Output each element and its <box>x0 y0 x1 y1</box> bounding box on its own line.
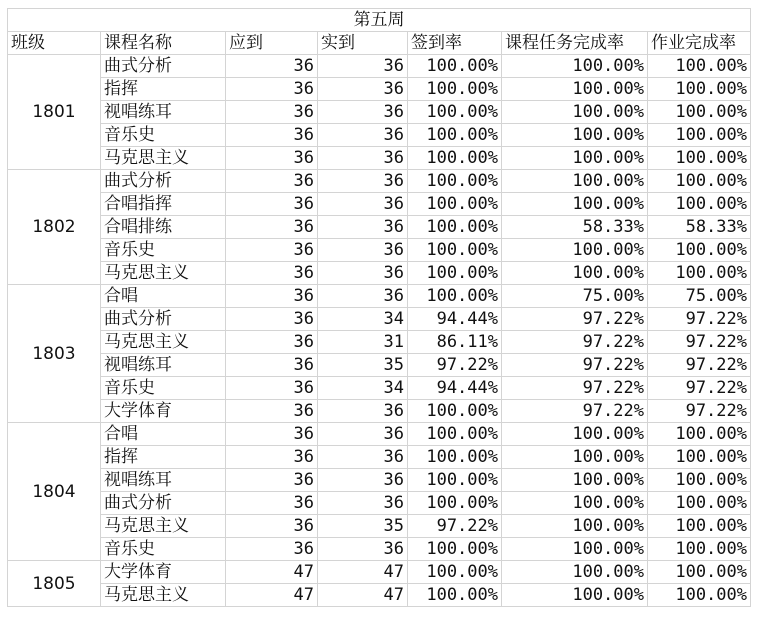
course-cell[interactable]: 大学体育 <box>101 400 226 423</box>
signin-rate-cell[interactable]: 100.00% <box>408 216 502 239</box>
expected-cell[interactable]: 36 <box>226 446 318 469</box>
course-cell[interactable]: 合唱 <box>101 285 226 308</box>
table-row <box>8 423 751 446</box>
expected-cell[interactable]: 36 <box>226 492 318 515</box>
homework-rate-cell[interactable]: 100.00% <box>648 538 751 561</box>
actual-cell[interactable]: 36 <box>318 170 408 193</box>
signin-rate-cell[interactable]: 100.00% <box>408 147 502 170</box>
class-cell[interactable]: 1803 <box>8 285 101 423</box>
signin-rate-cell[interactable]: 86.11% <box>408 331 502 354</box>
table-row <box>8 285 751 308</box>
header-homework-rate[interactable]: 作业完成率 <box>648 32 751 55</box>
table-row <box>8 78 751 101</box>
task-rate-cell[interactable]: 100.00% <box>502 124 648 147</box>
signin-rate-cell[interactable]: 100.00% <box>408 170 502 193</box>
task-rate-cell[interactable]: 100.00% <box>502 78 648 101</box>
course-cell[interactable]: 马克思主义 <box>101 584 226 607</box>
signin-rate-cell[interactable]: 97.22% <box>408 515 502 538</box>
actual-cell[interactable]: 36 <box>318 239 408 262</box>
course-cell[interactable]: 音乐史 <box>101 377 226 400</box>
actual-cell[interactable]: 36 <box>318 124 408 147</box>
signin-rate-cell[interactable]: 100.00% <box>408 78 502 101</box>
homework-rate-cell[interactable]: 100.00% <box>648 78 751 101</box>
course-cell[interactable]: 马克思主义 <box>101 331 226 354</box>
table-row <box>8 193 751 216</box>
task-rate-cell[interactable]: 97.22% <box>502 331 648 354</box>
homework-rate-cell[interactable]: 100.00% <box>648 561 751 584</box>
table-row <box>8 55 751 78</box>
table-row <box>8 239 751 262</box>
homework-rate-cell[interactable]: 58.33% <box>648 216 751 239</box>
header-signin-rate[interactable]: 签到率 <box>408 32 502 55</box>
expected-cell[interactable]: 36 <box>226 400 318 423</box>
actual-cell[interactable]: 31 <box>318 331 408 354</box>
course-cell[interactable]: 视唱练耳 <box>101 101 226 124</box>
task-rate-cell[interactable]: 100.00% <box>502 147 648 170</box>
homework-rate-cell[interactable]: 97.22% <box>648 308 751 331</box>
task-rate-cell[interactable]: 100.00% <box>502 170 648 193</box>
homework-rate-cell[interactable]: 100.00% <box>648 492 751 515</box>
expected-cell[interactable]: 47 <box>226 561 318 584</box>
signin-rate-cell[interactable]: 94.44% <box>408 308 502 331</box>
table-row <box>8 400 751 423</box>
actual-cell[interactable]: 47 <box>318 584 408 607</box>
task-rate-cell[interactable]: 75.00% <box>502 285 648 308</box>
task-rate-cell[interactable]: 100.00% <box>502 55 648 78</box>
actual-cell[interactable]: 36 <box>318 469 408 492</box>
table-title[interactable]: 第五周 <box>8 9 751 32</box>
actual-cell[interactable]: 36 <box>318 216 408 239</box>
table-row <box>8 101 751 124</box>
header-expected[interactable]: 应到 <box>226 32 318 55</box>
table-row <box>8 308 751 331</box>
expected-cell[interactable]: 36 <box>226 239 318 262</box>
homework-rate-cell[interactable]: 100.00% <box>648 124 751 147</box>
expected-cell[interactable]: 36 <box>226 147 318 170</box>
expected-cell[interactable]: 36 <box>226 124 318 147</box>
signin-rate-cell[interactable]: 100.00% <box>408 423 502 446</box>
signin-rate-cell[interactable]: 100.00% <box>408 193 502 216</box>
actual-cell[interactable]: 36 <box>318 147 408 170</box>
homework-rate-cell[interactable]: 100.00% <box>648 101 751 124</box>
header-task-rate[interactable]: 课程任务完成率 <box>502 32 648 55</box>
signin-rate-cell[interactable]: 100.00% <box>408 584 502 607</box>
course-cell[interactable]: 合唱排练 <box>101 216 226 239</box>
class-cell[interactable]: 1801 <box>8 55 101 170</box>
signin-rate-cell[interactable]: 100.00% <box>408 262 502 285</box>
actual-cell[interactable]: 36 <box>318 262 408 285</box>
homework-rate-cell[interactable]: 97.22% <box>648 331 751 354</box>
course-cell[interactable]: 曲式分析 <box>101 55 226 78</box>
task-rate-cell[interactable]: 97.22% <box>502 354 648 377</box>
actual-cell[interactable]: 34 <box>318 308 408 331</box>
class-cell[interactable]: 1804 <box>8 423 101 561</box>
course-cell[interactable]: 马克思主义 <box>101 262 226 285</box>
actual-cell[interactable]: 36 <box>318 55 408 78</box>
homework-rate-cell[interactable]: 100.00% <box>648 147 751 170</box>
course-cell[interactable]: 马克思主义 <box>101 147 226 170</box>
expected-cell[interactable]: 36 <box>226 331 318 354</box>
expected-cell[interactable]: 36 <box>226 285 318 308</box>
expected-cell[interactable]: 36 <box>226 308 318 331</box>
class-cell[interactable]: 1802 <box>8 170 101 285</box>
course-cell[interactable]: 大学体育 <box>101 561 226 584</box>
actual-cell[interactable]: 35 <box>318 354 408 377</box>
task-rate-cell[interactable]: 100.00% <box>502 446 648 469</box>
title-row <box>8 9 751 32</box>
homework-rate-cell[interactable]: 97.22% <box>648 400 751 423</box>
course-cell[interactable]: 曲式分析 <box>101 308 226 331</box>
task-rate-cell[interactable]: 58.33% <box>502 216 648 239</box>
signin-rate-cell[interactable]: 100.00% <box>408 469 502 492</box>
actual-cell[interactable]: 36 <box>318 446 408 469</box>
task-rate-cell[interactable]: 100.00% <box>502 239 648 262</box>
course-cell[interactable]: 音乐史 <box>101 124 226 147</box>
table-row <box>8 492 751 515</box>
actual-cell[interactable]: 36 <box>318 285 408 308</box>
table-row <box>8 170 751 193</box>
header-course[interactable]: 课程名称 <box>101 32 226 55</box>
signin-rate-cell[interactable]: 100.00% <box>408 400 502 423</box>
course-cell[interactable]: 视唱练耳 <box>101 469 226 492</box>
table-row <box>8 561 751 584</box>
homework-rate-cell[interactable]: 100.00% <box>648 262 751 285</box>
table-body <box>8 9 751 607</box>
expected-cell[interactable]: 47 <box>226 584 318 607</box>
table-row <box>8 124 751 147</box>
header-actual[interactable]: 实到 <box>318 32 408 55</box>
task-rate-cell[interactable]: 100.00% <box>502 561 648 584</box>
actual-cell[interactable]: 36 <box>318 423 408 446</box>
signin-rate-cell[interactable]: 100.00% <box>408 285 502 308</box>
expected-cell[interactable]: 36 <box>226 55 318 78</box>
task-rate-cell[interactable]: 97.22% <box>502 400 648 423</box>
expected-cell[interactable]: 36 <box>226 354 318 377</box>
signin-rate-cell[interactable]: 97.22% <box>408 354 502 377</box>
table-row <box>8 515 751 538</box>
table-row <box>8 262 751 285</box>
table-row <box>8 469 751 492</box>
signin-rate-cell[interactable]: 100.00% <box>408 55 502 78</box>
table-row <box>8 354 751 377</box>
course-cell[interactable]: 马克思主义 <box>101 515 226 538</box>
table-row <box>8 584 751 607</box>
signin-rate-cell[interactable]: 100.00% <box>408 492 502 515</box>
actual-cell[interactable]: 47 <box>318 561 408 584</box>
expected-cell[interactable]: 36 <box>226 515 318 538</box>
actual-cell[interactable]: 36 <box>318 101 408 124</box>
actual-cell[interactable]: 36 <box>318 538 408 561</box>
homework-rate-cell[interactable]: 100.00% <box>648 446 751 469</box>
homework-rate-cell[interactable]: 100.00% <box>648 469 751 492</box>
expected-cell[interactable]: 36 <box>226 262 318 285</box>
course-cell[interactable]: 合唱 <box>101 423 226 446</box>
course-cell[interactable]: 合唱指挥 <box>101 193 226 216</box>
homework-rate-cell[interactable]: 97.22% <box>648 377 751 400</box>
task-rate-cell[interactable]: 97.22% <box>502 377 648 400</box>
task-rate-cell[interactable]: 100.00% <box>502 515 648 538</box>
table-row <box>8 147 751 170</box>
course-cell[interactable]: 曲式分析 <box>101 170 226 193</box>
expected-cell[interactable]: 36 <box>226 170 318 193</box>
header-class[interactable]: 班级 <box>8 32 101 55</box>
actual-cell[interactable]: 34 <box>318 377 408 400</box>
actual-cell[interactable]: 36 <box>318 400 408 423</box>
task-rate-cell[interactable]: 100.00% <box>502 584 648 607</box>
homework-rate-cell[interactable]: 100.00% <box>648 55 751 78</box>
task-rate-cell[interactable]: 100.00% <box>502 193 648 216</box>
actual-cell[interactable]: 35 <box>318 515 408 538</box>
task-rate-cell[interactable]: 100.00% <box>502 423 648 446</box>
table-row <box>8 331 751 354</box>
expected-cell[interactable]: 36 <box>226 216 318 239</box>
task-rate-cell[interactable]: 100.00% <box>502 262 648 285</box>
course-cell[interactable]: 指挥 <box>101 78 226 101</box>
homework-rate-cell[interactable]: 97.22% <box>648 354 751 377</box>
expected-cell[interactable]: 36 <box>226 469 318 492</box>
course-cell[interactable]: 曲式分析 <box>101 492 226 515</box>
expected-cell[interactable]: 36 <box>226 78 318 101</box>
task-rate-cell[interactable]: 100.00% <box>502 492 648 515</box>
table-row <box>8 216 751 239</box>
course-cell[interactable]: 指挥 <box>101 446 226 469</box>
signin-rate-cell[interactable]: 100.00% <box>408 446 502 469</box>
actual-cell[interactable]: 36 <box>318 492 408 515</box>
table-row <box>8 446 751 469</box>
task-rate-cell[interactable]: 100.00% <box>502 469 648 492</box>
task-rate-cell[interactable]: 100.00% <box>502 101 648 124</box>
homework-rate-cell[interactable]: 100.00% <box>648 515 751 538</box>
expected-cell[interactable]: 36 <box>226 538 318 561</box>
homework-rate-cell[interactable]: 100.00% <box>648 170 751 193</box>
homework-rate-cell[interactable]: 100.00% <box>648 423 751 446</box>
homework-rate-cell[interactable]: 100.00% <box>648 239 751 262</box>
signin-rate-cell[interactable]: 94.44% <box>408 377 502 400</box>
expected-cell[interactable]: 36 <box>226 101 318 124</box>
homework-rate-cell[interactable]: 100.00% <box>648 584 751 607</box>
expected-cell[interactable]: 36 <box>226 193 318 216</box>
table-row <box>8 377 751 400</box>
table-row <box>8 538 751 561</box>
signin-rate-cell[interactable]: 100.00% <box>408 561 502 584</box>
expected-cell[interactable]: 36 <box>226 423 318 446</box>
actual-cell[interactable]: 36 <box>318 193 408 216</box>
task-rate-cell[interactable]: 100.00% <box>502 538 648 561</box>
homework-rate-cell[interactable]: 75.00% <box>648 285 751 308</box>
course-cell[interactable]: 音乐史 <box>101 239 226 262</box>
signin-rate-cell[interactable]: 100.00% <box>408 538 502 561</box>
expected-cell[interactable]: 36 <box>226 377 318 400</box>
homework-rate-cell[interactable]: 100.00% <box>648 193 751 216</box>
task-rate-cell[interactable]: 97.22% <box>502 308 648 331</box>
attendance-table <box>7 8 751 607</box>
header-row <box>8 32 751 55</box>
signin-rate-cell[interactable]: 100.00% <box>408 124 502 147</box>
signin-rate-cell[interactable]: 100.00% <box>408 239 502 262</box>
course-cell[interactable]: 音乐史 <box>101 538 226 561</box>
actual-cell[interactable]: 36 <box>318 78 408 101</box>
signin-rate-cell[interactable]: 100.00% <box>408 101 502 124</box>
course-cell[interactable]: 视唱练耳 <box>101 354 226 377</box>
class-cell[interactable]: 1805 <box>8 561 101 607</box>
